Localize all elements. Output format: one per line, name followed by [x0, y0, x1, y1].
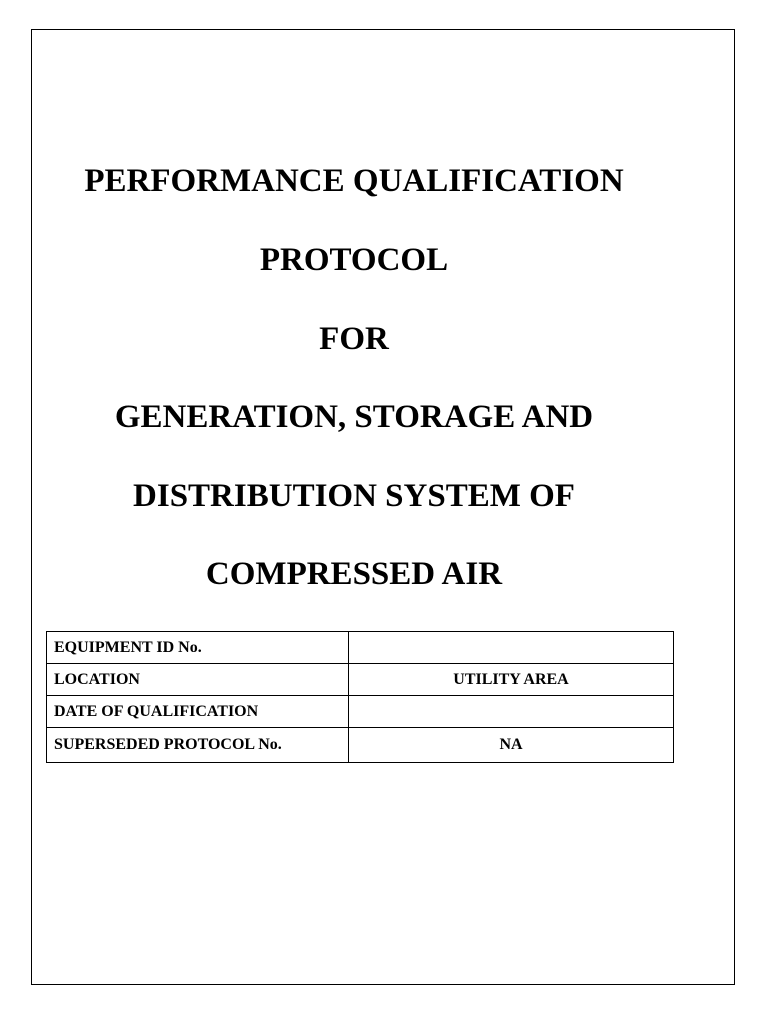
- table-row-superseded-protocol: [47, 728, 674, 763]
- title-line-1: PERFORMANCE QUALIFICATION: [84, 163, 624, 199]
- table-row-date-of-qualification: [47, 696, 674, 728]
- date-of-qualification-label: DATE OF QUALIFICATION: [47, 696, 349, 728]
- superseded-protocol-label: SUPERSEDED PROTOCOL No.: [47, 728, 349, 763]
- title-line-3: FOR: [319, 321, 389, 357]
- table-row-location: [47, 664, 674, 696]
- table-row-equipment-id: [47, 632, 674, 664]
- location-label: LOCATION: [47, 664, 349, 696]
- title-line-5: DISTRIBUTION SYSTEM OF: [133, 478, 575, 514]
- equipment-id-value: [349, 632, 674, 664]
- superseded-protocol-value: NA: [349, 728, 674, 763]
- title-line-4: GENERATION, STORAGE AND: [114, 399, 594, 435]
- location-value: UTILITY AREA: [349, 664, 674, 696]
- equipment-id-label: EQUIPMENT ID No.: [47, 632, 349, 664]
- date-of-qualification-value: [349, 696, 674, 728]
- info-table: [46, 631, 674, 763]
- title-line-2: PROTOCOL: [259, 242, 449, 278]
- title-line-6: COMPRESSED AIR: [205, 556, 503, 592]
